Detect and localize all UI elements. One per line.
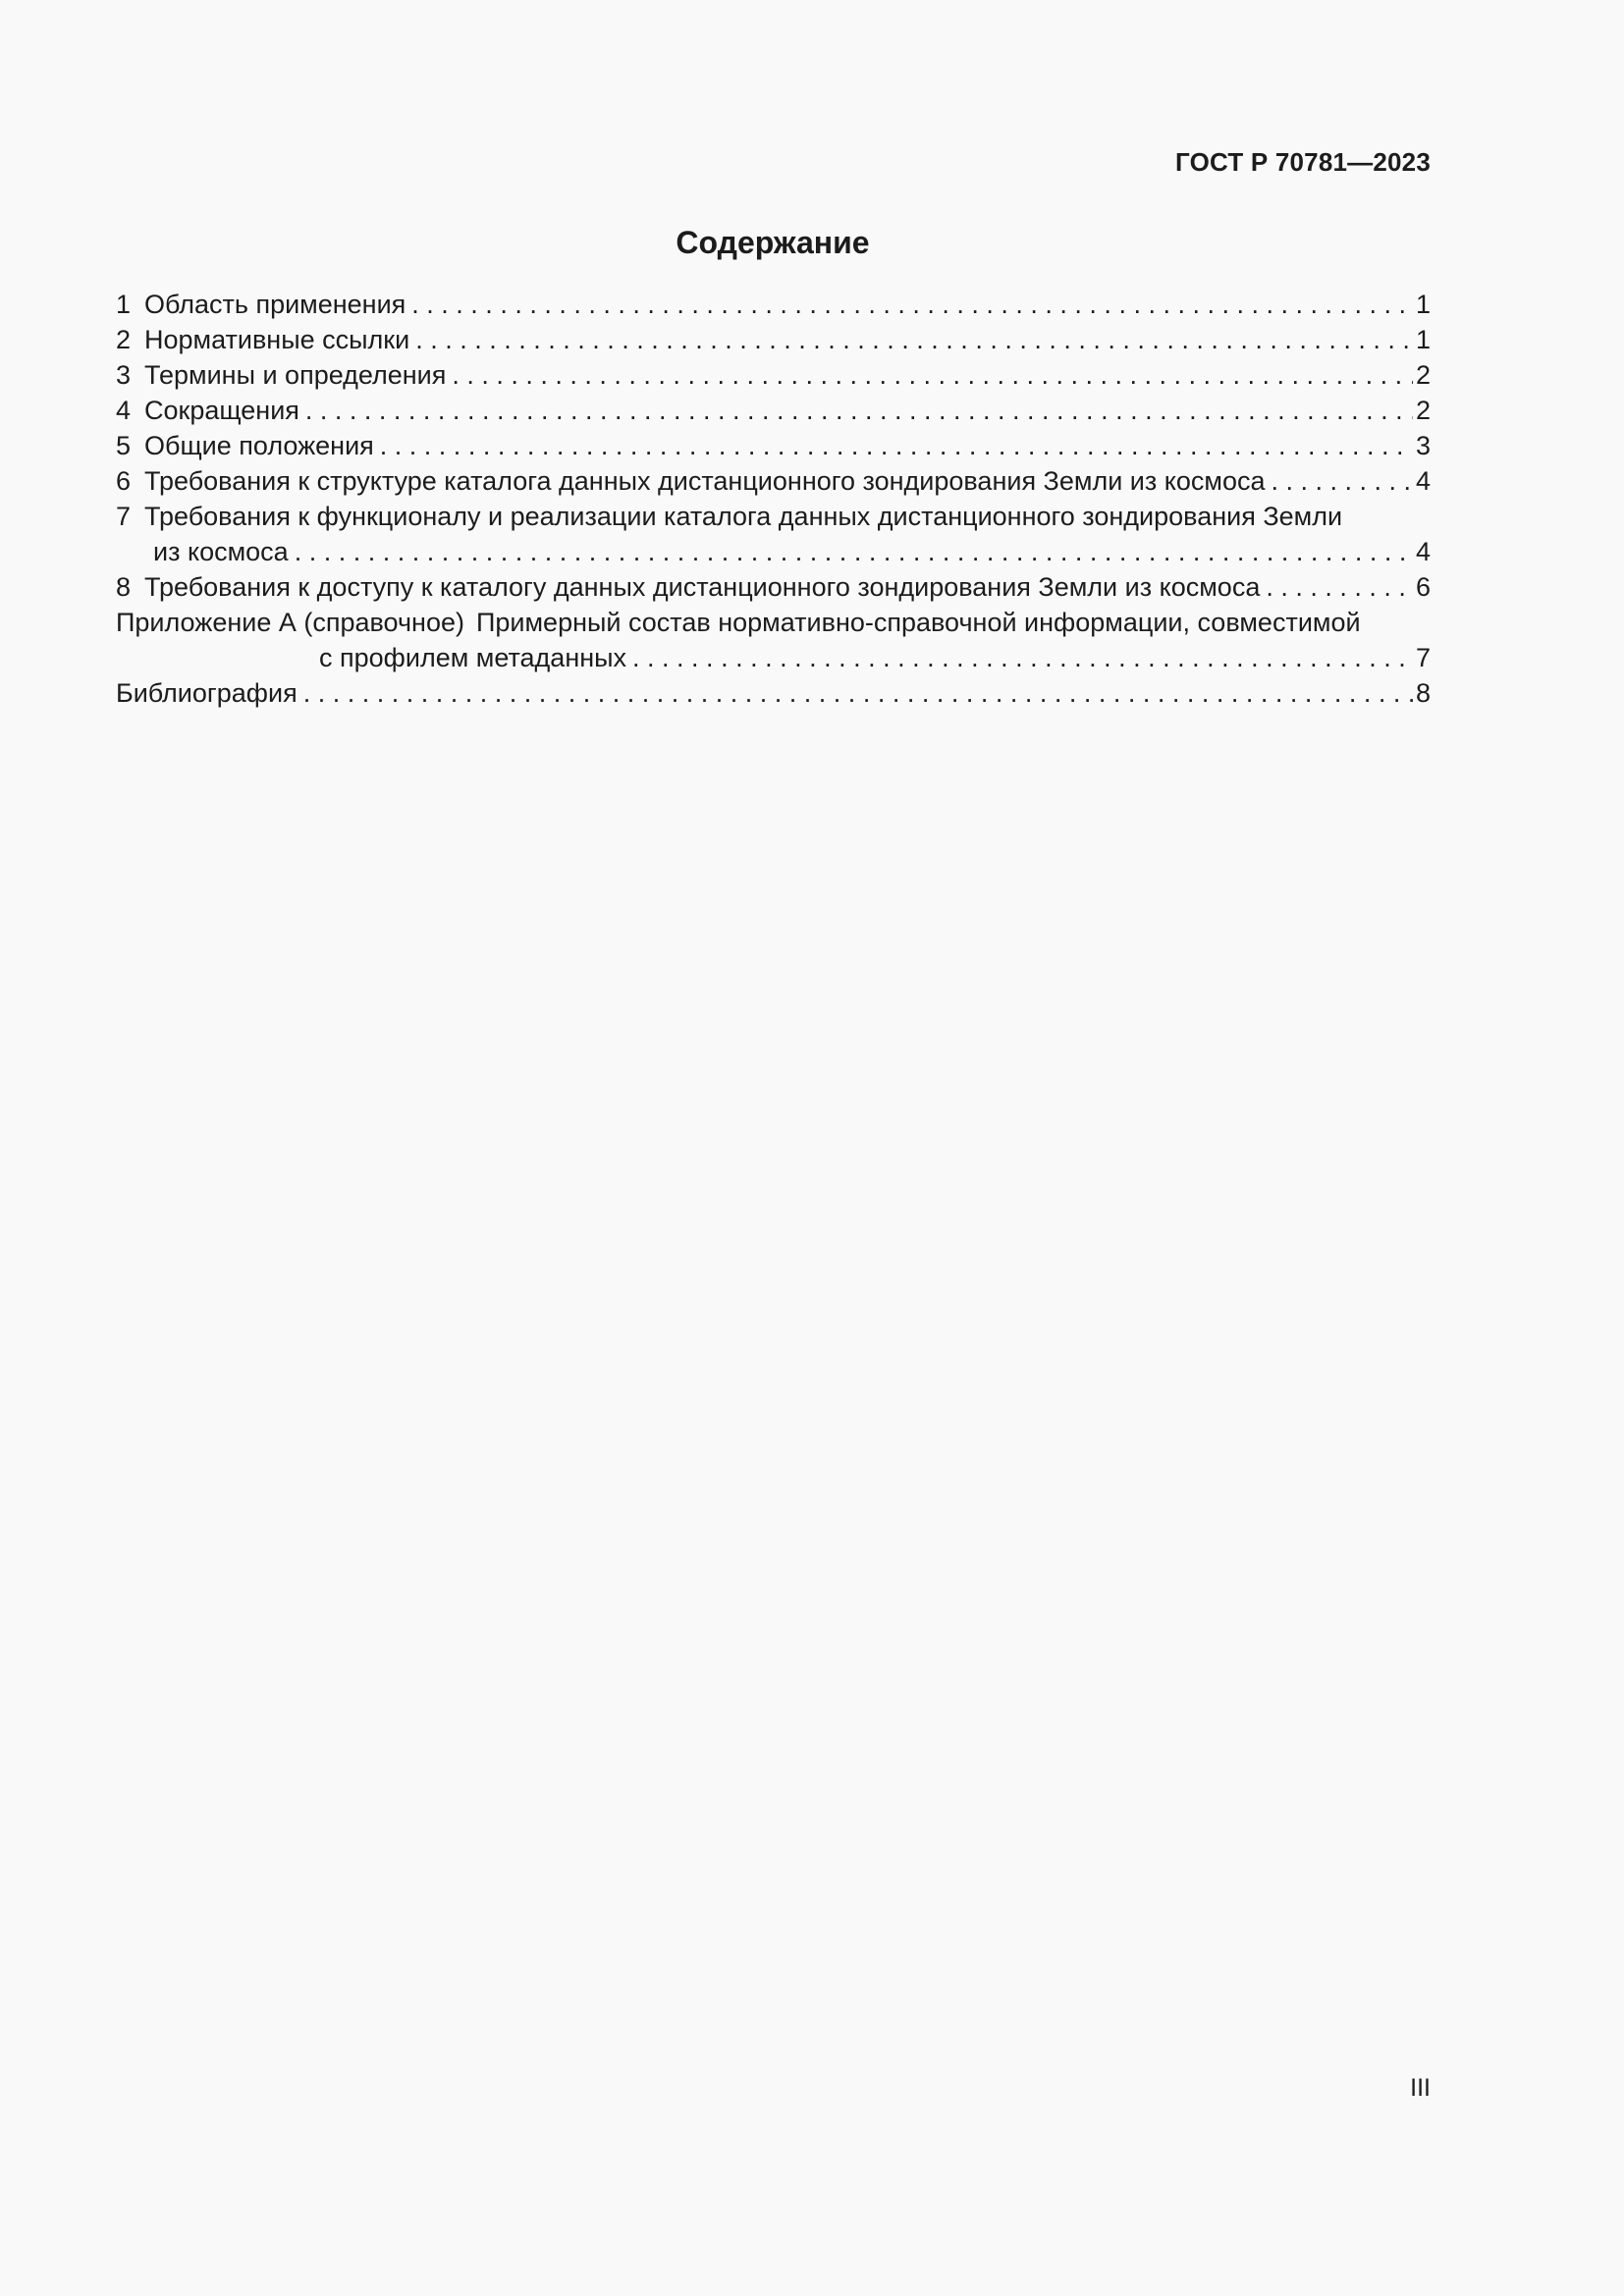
toc-entry-page: 1 <box>1415 325 1431 354</box>
toc-entry-page: 8 <box>1415 678 1431 708</box>
toc-entry-title: Область применения <box>144 290 406 319</box>
page-number: III <box>1410 2074 1431 2102</box>
toc-appendix-title-continuation: с профилем метаданных <box>319 643 627 672</box>
toc-entry-number: 4 <box>116 396 132 425</box>
toc-entry-3[interactable] <box>116 357 1431 393</box>
toc-entry-title: Термины и определения <box>144 360 447 390</box>
toc-entry-6[interactable] <box>116 463 1431 499</box>
toc-appendix-a[interactable] <box>116 605 1431 640</box>
toc-entry-7-continuation[interactable] <box>116 534 1431 569</box>
toc-dot-leader <box>380 428 1413 463</box>
toc-entry-number: 1 <box>116 290 132 319</box>
toc-entry-number: 6 <box>116 466 132 496</box>
toc-entry-title: Нормативные ссылки <box>144 325 410 354</box>
toc-entry-1[interactable] <box>116 287 1431 322</box>
toc-entry-number: 5 <box>116 431 132 460</box>
toc-entry-page: 2 <box>1415 360 1431 390</box>
toc-entry-number: 3 <box>116 360 132 390</box>
toc-entry-number: 8 <box>116 572 132 602</box>
toc-entry-title: Требования к доступу к каталогу данных дистанционного зондирования Земли из космоса <box>144 572 1261 602</box>
toc-entry-title: Общие положения <box>144 431 374 460</box>
toc-appendix-a-continuation[interactable] <box>116 640 1431 675</box>
toc-entry-page: 4 <box>1415 466 1431 496</box>
toc-entry-7[interactable] <box>116 499 1431 534</box>
toc-entry-page: 4 <box>1415 537 1431 566</box>
toc-dot-leader <box>632 640 1413 675</box>
toc-entry-number: 7 <box>116 502 132 531</box>
toc-dot-leader <box>452 357 1413 393</box>
toc-entry-title: Требования к структуре каталога данных дистанционного зондирования Земли из космоса <box>144 466 1266 496</box>
toc-bibliography[interactable] <box>116 675 1431 711</box>
toc-entry-page: 1 <box>1415 290 1431 319</box>
toc-entry-number: 2 <box>116 325 132 354</box>
toc-entry-page: 3 <box>1415 431 1431 460</box>
table-of-contents <box>116 287 1431 711</box>
toc-dot-leader <box>1266 569 1413 605</box>
toc-entry-8[interactable] <box>116 569 1431 605</box>
toc-dot-leader <box>1271 463 1412 499</box>
toc-entry-page: 6 <box>1415 572 1431 602</box>
toc-dot-leader <box>415 322 1413 357</box>
toc-appendix-label: Приложение А (справочное) <box>116 608 464 637</box>
toc-dot-leader <box>303 675 1413 711</box>
toc-entry-5[interactable] <box>116 428 1431 463</box>
toc-entry-page: 7 <box>1415 643 1431 672</box>
toc-dot-leader <box>411 287 1413 322</box>
toc-entry-title-continuation: из космоса <box>153 537 289 566</box>
toc-entry-title: Сокращения <box>144 396 299 425</box>
toc-entry-page: 2 <box>1415 396 1431 425</box>
page-title: Содержание <box>676 225 870 260</box>
toc-dot-leader <box>305 393 1413 428</box>
toc-entry-title: Требования к функционалу и реализации каталога данных дистанционного зондирования Земли <box>144 502 1343 531</box>
toc-bibliography-title: Библиография <box>116 678 298 708</box>
document-code: ГОСТ Р 70781—2023 <box>1175 147 1431 177</box>
toc-entry-4[interactable] <box>116 393 1431 428</box>
toc-entry-2[interactable] <box>116 322 1431 357</box>
toc-appendix-title: Примерный состав нормативно-справочной информации, совместимой <box>475 608 1361 637</box>
toc-dot-leader <box>295 534 1413 569</box>
